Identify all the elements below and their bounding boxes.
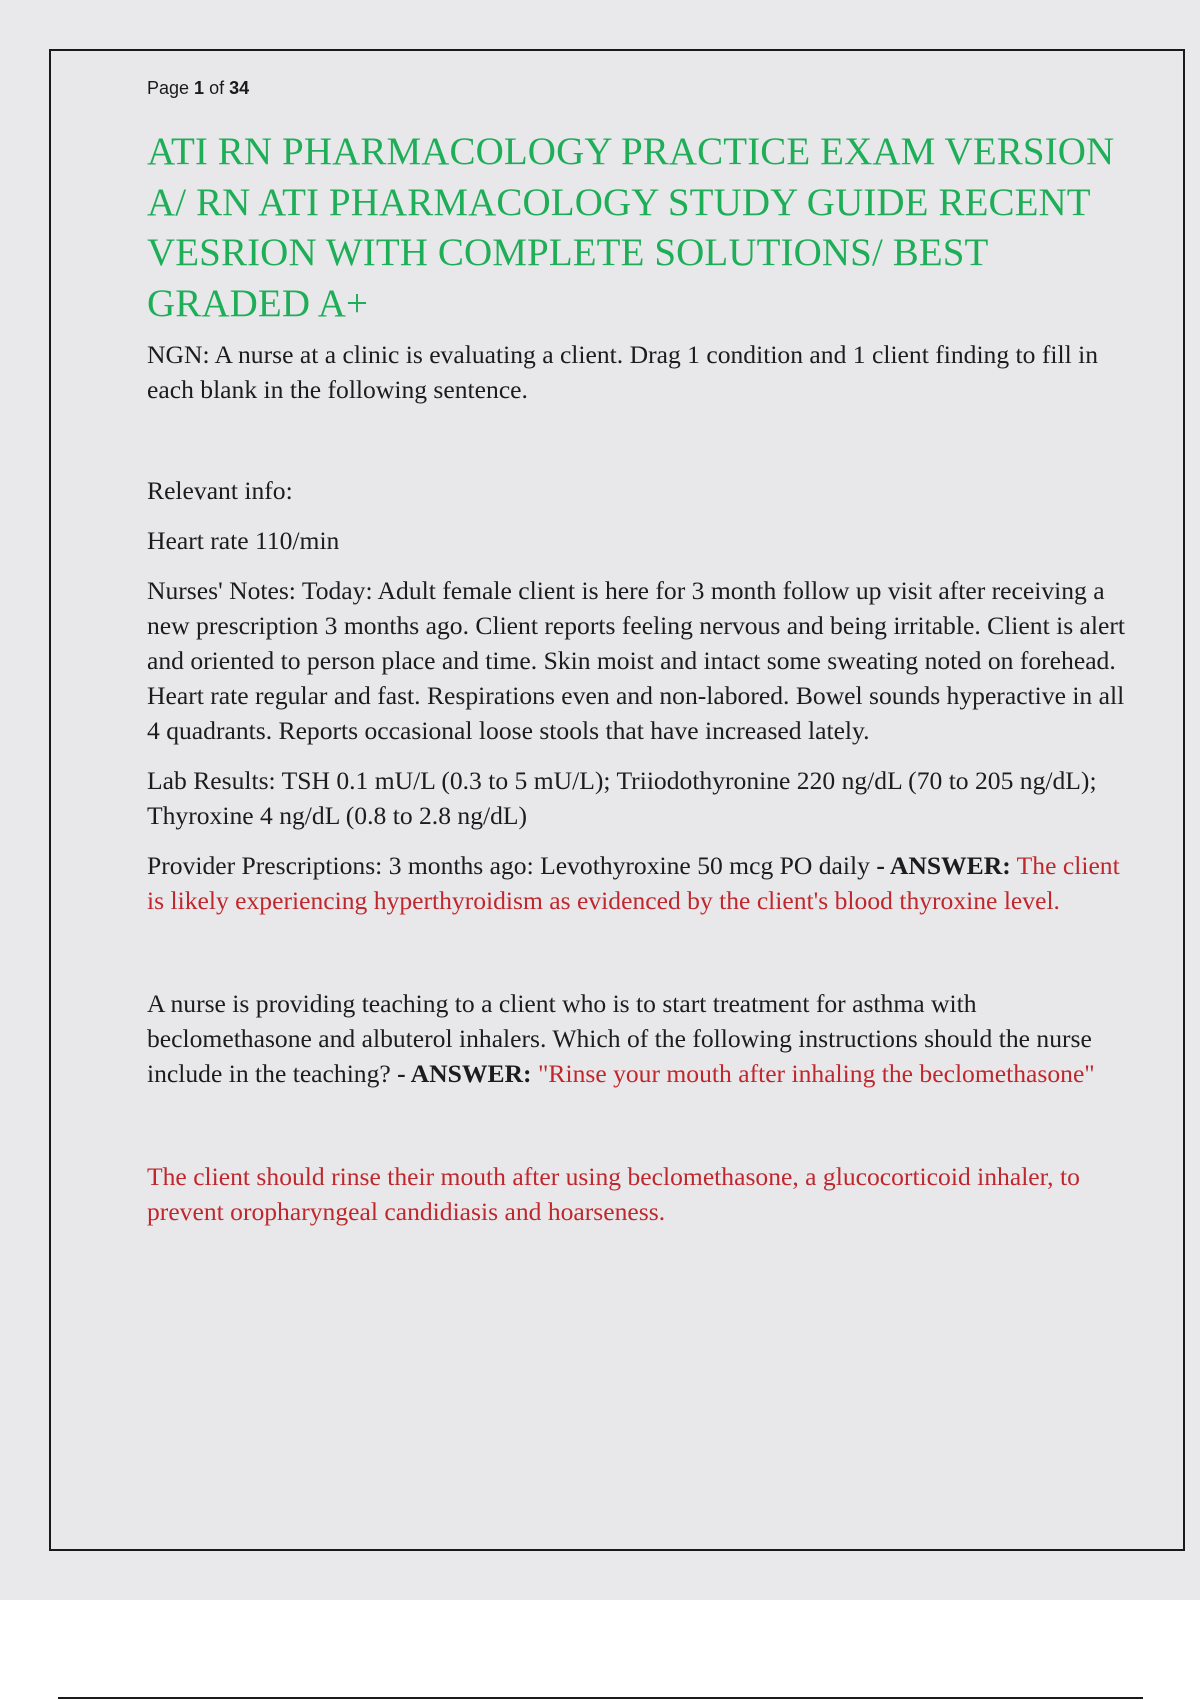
question1-answer: The client is likely experiencing hyperthyroidism as evidenced by the client's blood thyroxine level.: [147, 851, 1120, 915]
question2-prompt: A nurse is providing teaching to a client who is to start treatment for asthma with beclomethasone and albuterol inhalers. Which of the following instructions should the nurse include in the teaching?: [147, 989, 1092, 1088]
page-of: of: [204, 78, 230, 98]
nurses-notes-text: Nurses' Notes: Today: Adult female client is here for 3 month follow up visit after receiving a new prescription 3 months ago. Client reports feeling nervous and being irritable. Client is alert and oriented to person place and time. Skin moist and intact some sweating noted on forehead. Heart rate regular and fast. Respirations even and non-labored. Bowel sounds hyperactive in all 4 quadrants. Reports occasional loose stools that have increased lately.: [147, 576, 1126, 745]
question2-explanation: The client should rinse their mouth after using beclomethasone, a glucocorticoid inhaler, to prevent oropharyngeal candidiasis and hoarseness.: [147, 1162, 1080, 1226]
question2-paragraph: [147, 986, 1137, 1091]
lab-results-text: Lab Results: TSH 0.1 mU/L (0.3 to 5 mU/L); Triiodothyronine 220 ng/dL (70 to 205 ng/dL); Thyroxine 4 ng/dL (0.8 to 2.8 ng/dL): [147, 766, 1097, 830]
page-total: 34: [229, 78, 250, 98]
provider-prescriptions-text: Provider Prescriptions: 3 months ago: Levothyroxine 50 mcg PO daily: [147, 851, 877, 880]
heart-rate-text: Heart rate 110/min: [147, 526, 340, 555]
document-page: [49, 49, 1185, 1551]
question2-answer: "Rinse your mouth after inhaling the beclomethasone": [531, 1059, 1095, 1088]
footer-divider: [58, 1697, 1143, 1699]
question1-prompt: NGN: A nurse at a clinic is evaluating a client. Drag 1 condition and 1 client finding to fill in each blank in the following sentence.: [147, 340, 1099, 404]
page-prefix: Page: [147, 78, 195, 98]
answer-marker: - ANSWER:: [876, 851, 1011, 880]
page-current: 1: [194, 78, 205, 98]
page-content: [147, 73, 1137, 1229]
relevant-info-label: Relevant info:: [147, 476, 293, 505]
answer-marker: - ANSWER:: [397, 1059, 532, 1088]
page-indicator: [147, 73, 1137, 103]
document-title: ATI RN PHARMACOLOGY PRACTICE EXAM VERSION A/ RN ATI PHARMACOLOGY STUDY GUIDE RECENT VESRION WITH COMPLETE SOLUTIONS/ BEST GRADED A+: [147, 130, 1115, 325]
next-page-area: [0, 1600, 1200, 1700]
provider-prescriptions-paragraph: [147, 848, 1137, 918]
